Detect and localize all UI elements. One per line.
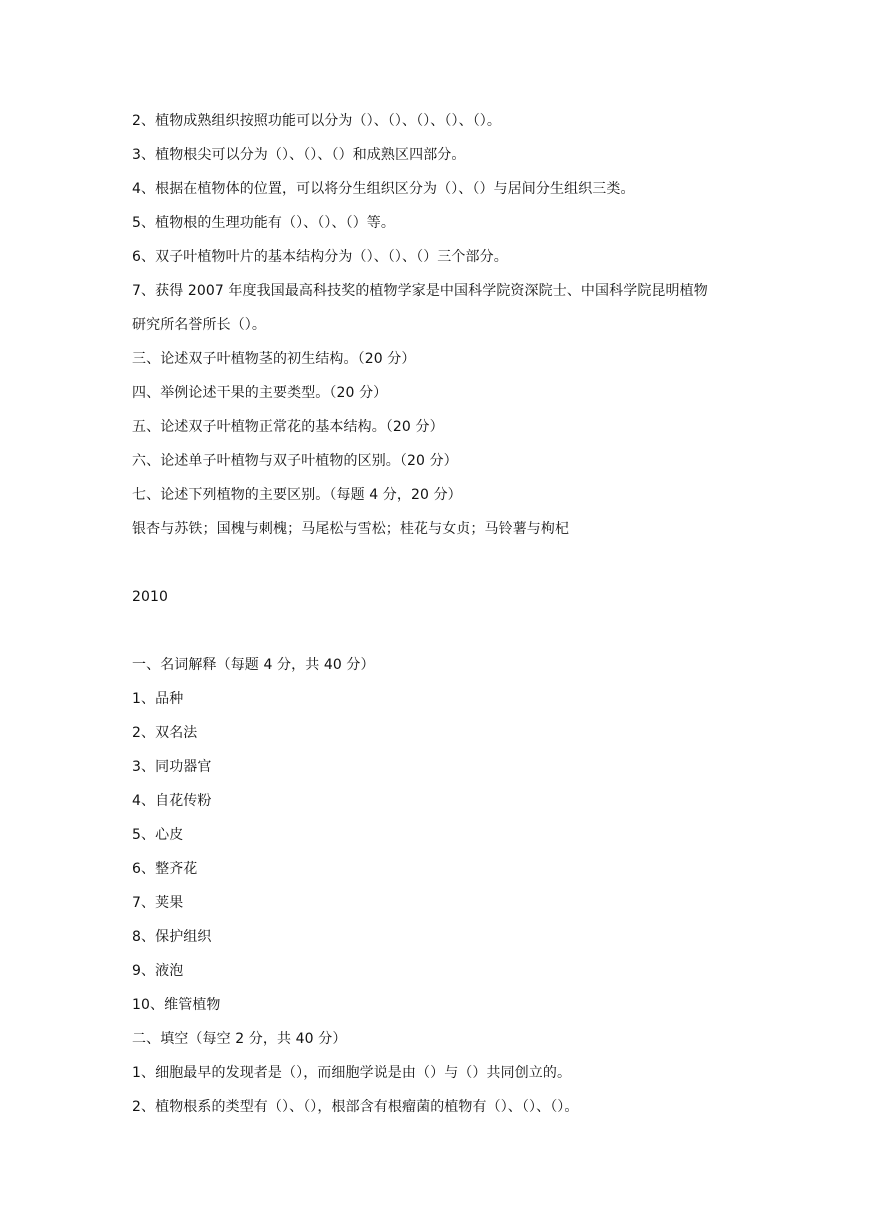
year-heading: 2010: [132, 589, 169, 605]
term-10: 10、维管植物: [132, 997, 221, 1013]
blank-line: [132, 546, 772, 580]
fill-question-1: 1、细胞最早的发现者是（），而细胞学说是由（）与（）共同创立的。: [132, 1065, 572, 1081]
term-6: 6、整齐花: [132, 861, 198, 877]
section-5-heading: 五、论述双子叶植物正常花的基本结构。（20 分）: [132, 419, 444, 435]
question-fill-6: 6、双子叶植物叶片的基本结构分为（）、（）、（）三个部分。: [132, 249, 508, 265]
term-1: 1、品种: [132, 691, 184, 707]
section-2-heading: 二、填空（每空 2 分，共 40 分）: [132, 1031, 347, 1047]
question-fill-7-continued: 研究所名誉所长（）。: [132, 317, 266, 333]
term-9: 9、液泡: [132, 963, 184, 979]
term-2: 2、双名法: [132, 725, 198, 741]
blank-line: [132, 614, 772, 648]
section-7-items: 银杏与苏铁；国槐与刺槐；马尾松与雪松；桂花与女贞；马铃薯与枸杞: [132, 521, 570, 537]
question-fill-3: 3、植物根尖可以分为（）、（）、（）和成熟区四部分。: [132, 147, 466, 163]
question-fill-7: 7、获得 2007 年度我国最高科技奖的植物学家是中国科学院资深院士、中国科学院昆明植物: [132, 283, 708, 299]
document-content: [132, 104, 772, 1124]
fill-question-2: 2、植物根系的类型有（）、（），根部含有根瘤菌的植物有（）、（）、（）。: [132, 1099, 579, 1115]
question-fill-5: 5、植物根的生理功能有（）、（）、（）等。: [132, 215, 396, 231]
question-fill-4: 4、根据在植物体的位置，可以将分生组织区分为（）、（）与居间分生组织三类。: [132, 181, 635, 197]
section-3-heading: 三、论述双子叶植物茎的初生结构。（20 分）: [132, 351, 416, 367]
question-fill-2: 2、植物成熟组织按照功能可以分为（）、（）、（）、（）、（）。: [132, 113, 502, 129]
term-3: 3、同功器官: [132, 759, 212, 775]
section-6-heading: 六、论述单子叶植物与双子叶植物的区别。（20 分）: [132, 453, 458, 469]
section-1-heading: 一、名词解释（每题 4 分，共 40 分）: [132, 657, 375, 673]
section-7-heading: 七、论述下列植物的主要区别。（每题 4 分，20 分）: [132, 487, 462, 503]
term-4: 4、自花传粉: [132, 793, 212, 809]
term-5: 5、心皮: [132, 827, 184, 843]
term-8: 8、保护组织: [132, 929, 212, 945]
term-7: 7、荚果: [132, 895, 184, 911]
section-4-heading: 四、举例论述干果的主要类型。（20 分）: [132, 385, 388, 401]
